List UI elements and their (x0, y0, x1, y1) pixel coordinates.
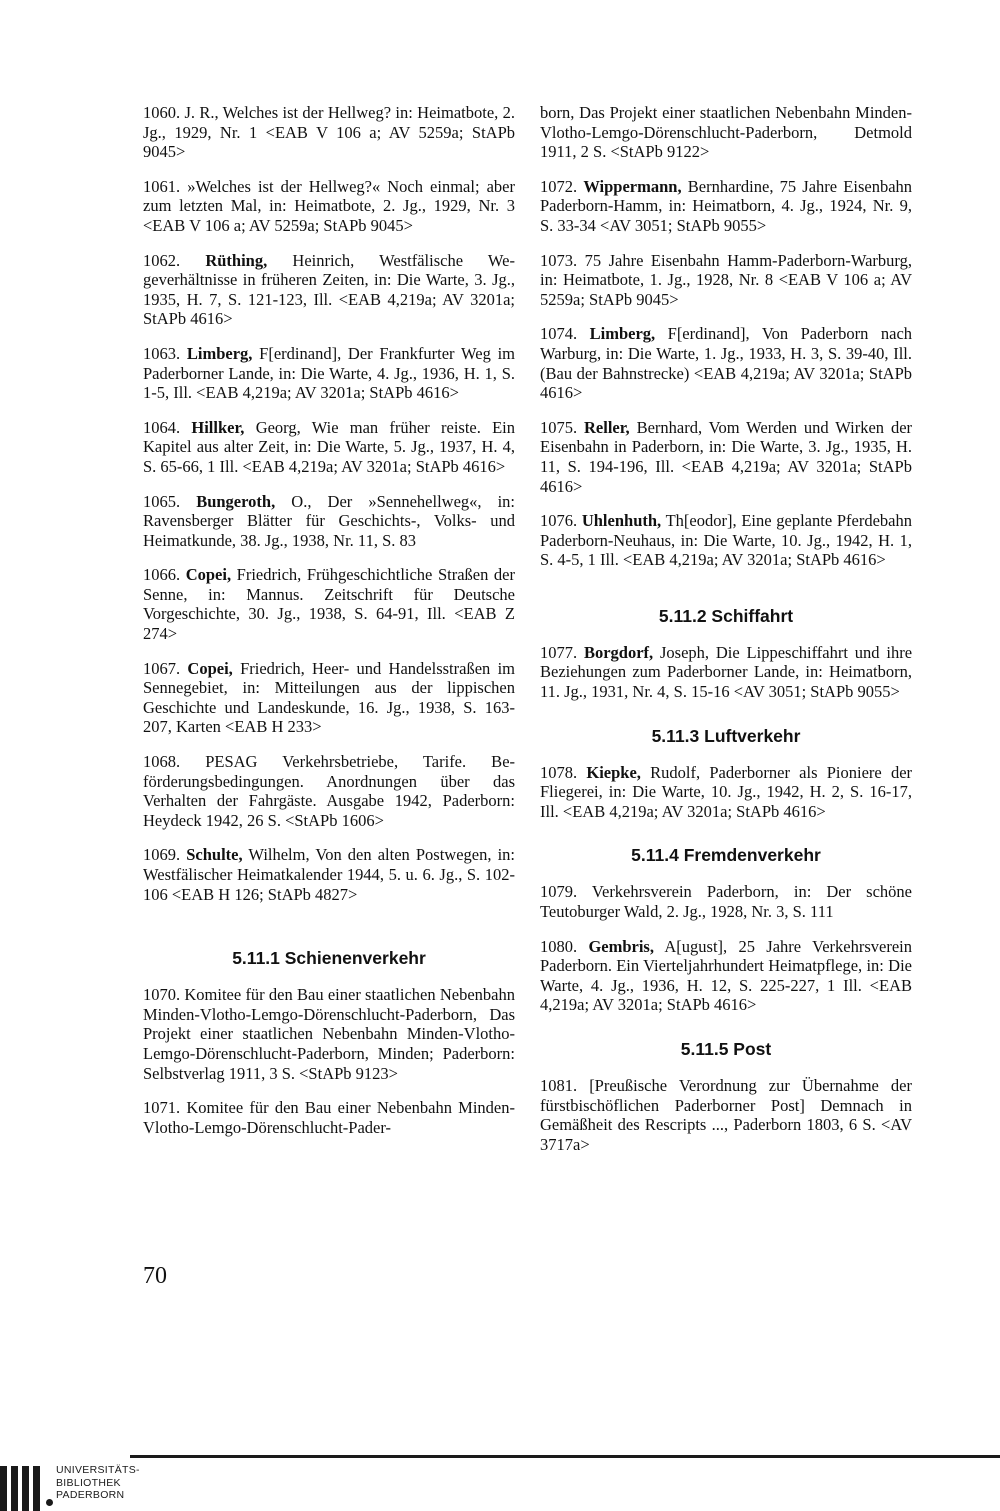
section-heading-5-11-3: 5.11.3 Luftverkehr (651, 725, 801, 746)
entry-1079: 1079. Verkehrsverein Paderborn, in: Der schöne Teutoburger Wald, 2. Jg., 1928, Nr. 3, S. 111 (540, 882, 912, 922)
entry-1071: 1071. Komitee für den Bau einer Nebenbahn Minden-Vlotho-Lemgo-Dörenschlucht-Pader- (143, 1098, 515, 1137)
entry-1065: 1065. Bungeroth, O., Der »Sennehellweg«, in: Ravensberger Blätter für Geschichts-, Volks- und Heimatkunde, 38. Jg., 1938, Nr. 11, S. 83 (143, 491, 516, 550)
section-heading-5-11-1: 5.11.1 Schienenverkehr (232, 948, 426, 969)
entry-1067: 1067. Copei, Friedrich, Heer- und Handelsstraßen im Sennegebiet, in: Mitteilungen aus der lippischen Geschichte und Landeskunde, 16. Jg., 1938, S. 163-207, Karten <EAB H 233> (143, 658, 515, 737)
entry-1062: 1062. Rüthing, Heinrich, Westfälische Wegeverhältnisse in früheren Zeiten, in: Die Warte, 3. Jg., 1935, H. 7, S. 121-123, Ill. <EAB 4,219a; AV 3201a; StAPb 4616> (143, 250, 515, 329)
entry-1075: 1075. Reller, Bernhard, Vom Werden und Wirken der Eisenbahn in Paderborn, in: Die Warte, 3. Jg., 1935, H. 11, S. 194-196, Ill. <EAB 4,219a; AV 3201a; StAPb 4616> (540, 417, 913, 496)
library-logo-text: UNIVERSITÄTS- BIBLIOTHEK PADERBORN (56, 1464, 140, 1501)
entry-1066: 1066. Copei, Friedrich, Frühgeschichtliche Straßen der Senne, in: Mannus. Zeitschrift für Deutsche Vorgeschichte, 30. Jg., 1938, S. 64-91, Ill. <EAB Z 274> (143, 565, 516, 644)
entry-1073: 1073. 75 Jahre Eisenbahn Hamm-Paderborn-Warburg, in: Heimatbote, 1. Jg., 1928, Nr. 8 <EAB V 106 a; AV 5259a; StAPb 9045> (540, 250, 912, 309)
entry-1068: 1068. PESAG Verkehrsbetriebe, Tarife. Beförderungsbedingungen. Anordnungen über das Verhalten der Fahrgäste. Ausgabe 1942, Paderborn: Heydeck 1942, 26 S. <StAPb 1606> (143, 752, 516, 830)
library-logo-bars-icon (0, 1466, 44, 1511)
entry-1074: 1074. Limberg, F[erdinand], Von Paderborn nach Warburg, in: Die Warte, 1. Jg., 1933, H. 3, S. 39-40, Ill. (Bau der Bahnstrecke) <EAB 4,219a; AV 3201a; StAPb 4616> (540, 324, 913, 403)
entry-1064: 1064. Hillker, Georg, Wie man früher reiste. Ein Kapitel aus alter Zeit, in: Die Warte, 5. Jg., 1937, H. 4, S. 65-66, 1 Ill. <EAB 4,219a; AV 3201a; StAPb 4616> (143, 417, 516, 476)
entry-1063: 1063. Limberg, F[erdinand], Der Frankfurter Weg im Paderborner Lande, in: Die Warte, 4. Jg., 1936, H. 1, S. 1-5, Ill. <EAB 4,219a; AV 3201a; StAPb 4616> (143, 343, 515, 403)
library-logo-dot-icon (46, 1499, 53, 1506)
entry-1076: 1076. Uhlenhuth, Th[eodor], Eine geplante Pferdebahn Paderborn-Neuhaus, in: Die Warte, 10. Jg., 1942, H. 1, S. 4-5, 1 Ill. <EAB 4,219a; AV 3201a; StAPb 4616> (540, 511, 913, 570)
entry-1069: 1069. Schulte, Wilhelm, Von den alten Postwegen, in: Westfälischer Heimatkalender 1944, 5. u. 6. Jg., S. 102-106 <EAB H 126; StAPb 4827> (143, 845, 515, 904)
section-heading-5-11-4: 5.11.4 Fremdenverkehr (631, 845, 821, 866)
right-column (540, 103, 912, 1169)
entry-1070: 1070. Komitee für den Bau einer staatlichen Nebenbahn Minden-Vlotho-Lemgo-Dörenschlucht-Paderborn, Das Projekt einer staatlichen Nebenbahn Minden-Vlotho-Lemgo-Dörenschlucht-Paderborn, Minden; Paderborn: Selbstverlag 1911, 3 S. <StAPb 9123> (143, 985, 515, 1083)
entry-1081: 1081. [Preußische Verordnung zur Übernahme der fürstbischöflichen Paderborner Post] Demnach in Gemäßheit des Rescripts ..., Paderborn 1803, 6 S. <AV 3717a> (540, 1076, 912, 1154)
entry-1078: 1078. Kiepke, Rudolf, Paderborner als Pioniere der Fliegerei, in: Die Warte, 10. Jg., 1942, H. 2, S. 16-17, Ill. <EAB 4,219a; AV 3201a; StAPb 4616> (540, 762, 913, 821)
entry-1072: 1072. Wippermann, Bernhardine, 75 Jahre Eisenbahn Paderborn-Hamm, in: Heimatborn, 4. Jg., 1924, Nr. 9, S. 33-34 <AV 3051; StAPb 9055> (540, 176, 913, 235)
section-heading-5-11-2: 5.11.2 Schiffahrt (658, 605, 794, 626)
left-column (143, 103, 515, 1152)
section-heading-5-11-5: 5.11.5 Post (680, 1039, 772, 1059)
page-number: 70 (143, 1263, 167, 1289)
footer-rule (130, 1455, 1000, 1458)
entry-1061: 1061. »Welches ist der Hellweg?« Noch einmal; aber zum letzten Mal, in: Heimatbote, 2. Jg., 1929, Nr. 3 <EAB V 106 a; AV 5259a; StAPb 9045> (143, 176, 515, 235)
library-logo (0, 1458, 200, 1511)
entry-1080: 1080. Gembris, A[ugust], 25 Jahre Verkehrsverein Paderborn. Ein Vierteljahrhundert Heimatpflege, in: Die Warte, 4. Jg., 1936, H. 12, S. 225-227, 1 Ill. <EAB 4,219a; AV 3201a; StAPb 4616> (540, 936, 912, 1015)
entry-1060: 1060. J. R., Welches ist der Hellweg? in: Heimatbote, 2. Jg., 1929, Nr. 1 <EAB V 106 a; AV 5259a; StAPb 9045> (143, 103, 515, 162)
entry-1071-continued: born, Das Projekt einer staatlichen Nebenbahn Minden-Vlotho-Lemgo-Dörenschlucht-Paderborn, Detmold 1911, 2 S. <StAPb 9122> (540, 103, 912, 162)
entry-1077: 1077. Borgdorf, Joseph, Die Lippeschiffahrt und ihre Beziehungen zum Paderborner Lande, in: Heimatborn, 11. Jg., 1931, Nr. 4, S. 15-16 <AV 3051; StAPb 9055> (540, 642, 913, 702)
